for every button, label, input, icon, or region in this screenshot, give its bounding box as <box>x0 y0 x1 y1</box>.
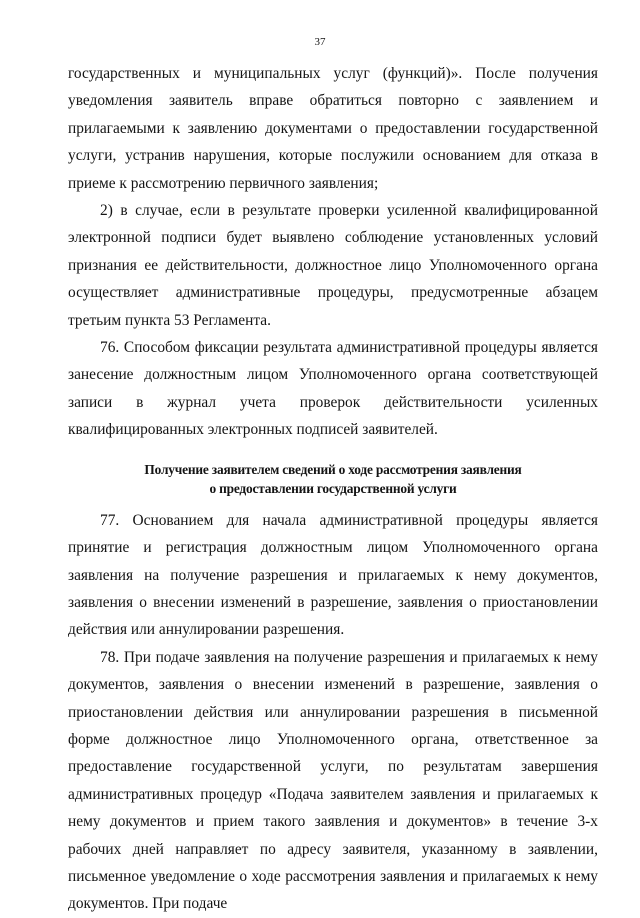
section-heading-line-1: Получение заявителем сведений о ходе рассмотрения заявления <box>144 461 522 477</box>
paragraph-continuation: государственных и муниципальных услуг (функций)». После получения уведомления заявитель вправе обратиться повторно с заявлением и прилагаемыми к заявлению документами о предоставлении государственной услуги, устранив нарушения, которые послужили основанием для отказа в приеме к рассмотрению первичного заявления; <box>68 65 598 192</box>
section-heading-line-2: о предоставлении государственной услуги <box>209 480 457 496</box>
paragraph-item-2: 2) в случае, если в результате проверки усиленной квалифицированной электронной подписи будет выявлено соблюдение установленных условий признания ее действительности, должностное лицо Уполномоченного органа осуществляет административные процедуры, предусмотренные абзацем третьим пункта 53 Регламента. <box>68 202 598 329</box>
page-number: 37 <box>314 36 326 48</box>
paragraph-76: 76. Способом фиксации результата административной процедуры является занесение должностным лицом Уполномоченного органа соответствующей записи в журнал учета проверок действительности усиленных квалифицированных электронных подписей заявителей. <box>68 339 598 439</box>
document-body <box>68 60 598 918</box>
paragraph-78: 78. При подаче заявления на получение разрешения и прилагаемых к нему документов, заявления о внесении изменений в разрешение, заявления о приостановлении действия или аннулировании разрешения в письменной форме должностное лицо Уполномоченного органа, ответственное за предоставление государственной услуги, по результатам завершения административных процедур «Подача заявителем заявления и прилагаемых к нему документов и прием такого заявления и документов» в течение 3-х рабочих дней направляет по адресу заявителя, указанному в заявлении, письменное уведомление о ходе рассмотрения заявления и прилагаемых к нему документов. При подаче <box>68 648 598 913</box>
paragraph-77: 77. Основанием для начала административной процедуры является принятие и регистрация должностным лицом Уполномоченного органа заявления на получение разрешения и прилагаемых к нему документов, заявления о внесении изменений в разрешение, заявления о приостановлении действия или аннулировании разрешения. <box>68 511 598 639</box>
section-heading <box>68 460 598 498</box>
